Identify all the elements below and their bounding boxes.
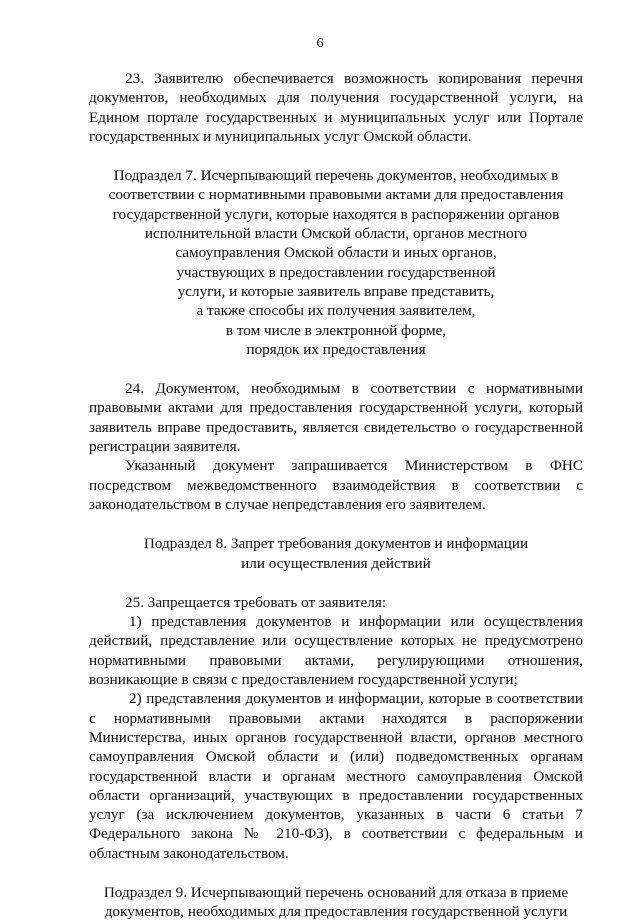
text-line: Министерства, иных органов государственной власти, органов местного xyxy=(89,728,583,746)
heading-line: государственной услуги, которые находятся в распоряжении органов xyxy=(112,205,560,223)
list-item-2 xyxy=(89,689,583,863)
text-line: 25. Запрещается требовать от заявителя: xyxy=(125,593,387,611)
text-line: самоуправления Омской области и (или) подведомственных органам xyxy=(89,748,583,766)
text-line: Указанный документ запрашивается Министерством в ФНС xyxy=(125,457,583,475)
subsection-8-heading xyxy=(89,534,583,573)
heading-line: в том числе в электронной форме, xyxy=(225,321,447,339)
text-line: 23. Заявителю обеспечивается возможность копирования перечня xyxy=(125,70,583,87)
heading-line: Подраздел 9. Исчерпывающий перечень оснований для отказа в приеме xyxy=(103,883,569,901)
text-line: 24. Документом, необходимым в соответствии с нормативными xyxy=(125,380,583,398)
text-line: законодательством в случае непредставления его заявителем. xyxy=(89,495,486,513)
text-line: 1) представления документов и информации или осуществления xyxy=(129,613,583,631)
page-number: 6 xyxy=(316,36,324,51)
text-line: Федерального закона № 210-ФЗ), в соответствии с федеральным и xyxy=(89,825,583,843)
text-line: правовыми актами для предоставления государственной услуги, который xyxy=(89,399,583,417)
text-line: с нормативными правовыми актами находятся в распоряжении xyxy=(89,709,583,727)
heading-line: порядок их предоставления xyxy=(246,340,426,358)
text-line: Едином портале государственных и муниципальных услуг или Портале xyxy=(89,108,583,126)
text-line: области организаций, участвующих в предоставлении государственных xyxy=(89,786,583,804)
text-line: государственных и муниципальных услуг Омской области. xyxy=(89,127,472,145)
heading-line: Подраздел 8. Запрет требования документов и информации xyxy=(143,535,529,553)
heading-line: самоуправления Омской области и иных органов, xyxy=(175,244,497,262)
text-line: документов, необходимых для получения государственной услуги, на xyxy=(89,89,583,107)
heading-line: или осуществления действий xyxy=(241,554,431,572)
text-line: государственной власти и органам местного самоуправления Омской xyxy=(89,767,583,785)
text-line: регистрации заявителя. xyxy=(89,438,241,456)
subsection-9-heading xyxy=(89,883,583,922)
text-line: возникающие в связи с предоставлением государственной услуги; xyxy=(89,671,518,689)
paragraph-24 xyxy=(89,379,583,456)
paragraph-23 xyxy=(89,69,583,146)
text-line: посредством межведомственного взаимодействия в соответствии с xyxy=(89,476,583,494)
heading-line: услуги, и которые заявитель вправе представить, xyxy=(177,282,495,300)
text-line: действий, представление или осуществление которых не предусмотрено xyxy=(89,632,583,650)
heading-line: соответствии с нормативными правовыми актами для предоставления xyxy=(108,186,564,204)
paragraph-25 xyxy=(89,593,583,863)
subsection-7-heading xyxy=(89,166,583,359)
text-line: областным законодательством. xyxy=(89,844,289,862)
heading-line: а также способы их получения заявителем, xyxy=(196,302,476,320)
heading-line: участвующих в предоставлении государственной xyxy=(176,263,496,281)
heading-line: документов, необходимых для предоставления государственной услуги xyxy=(104,903,568,921)
text-line: услуг (за исключением документов, указанных в части 6 статьи 7 xyxy=(89,806,583,824)
document-body xyxy=(89,69,583,922)
list-item-1 xyxy=(89,612,583,689)
paragraph-24-note xyxy=(89,456,583,514)
text-line: заявитель вправе предоставить, является свидетельство о государственной xyxy=(89,418,583,436)
text-line: нормативными правовыми актами, регулирующими отношения, xyxy=(89,651,583,669)
text-line: 2) представления документов и информации, которые в соответствии xyxy=(129,690,583,708)
heading-line: исполнительной власти Омской области, органов местного xyxy=(144,225,528,243)
heading-line: Подраздел 7. Исчерпывающий перечень документов, необходимых в xyxy=(113,167,559,185)
